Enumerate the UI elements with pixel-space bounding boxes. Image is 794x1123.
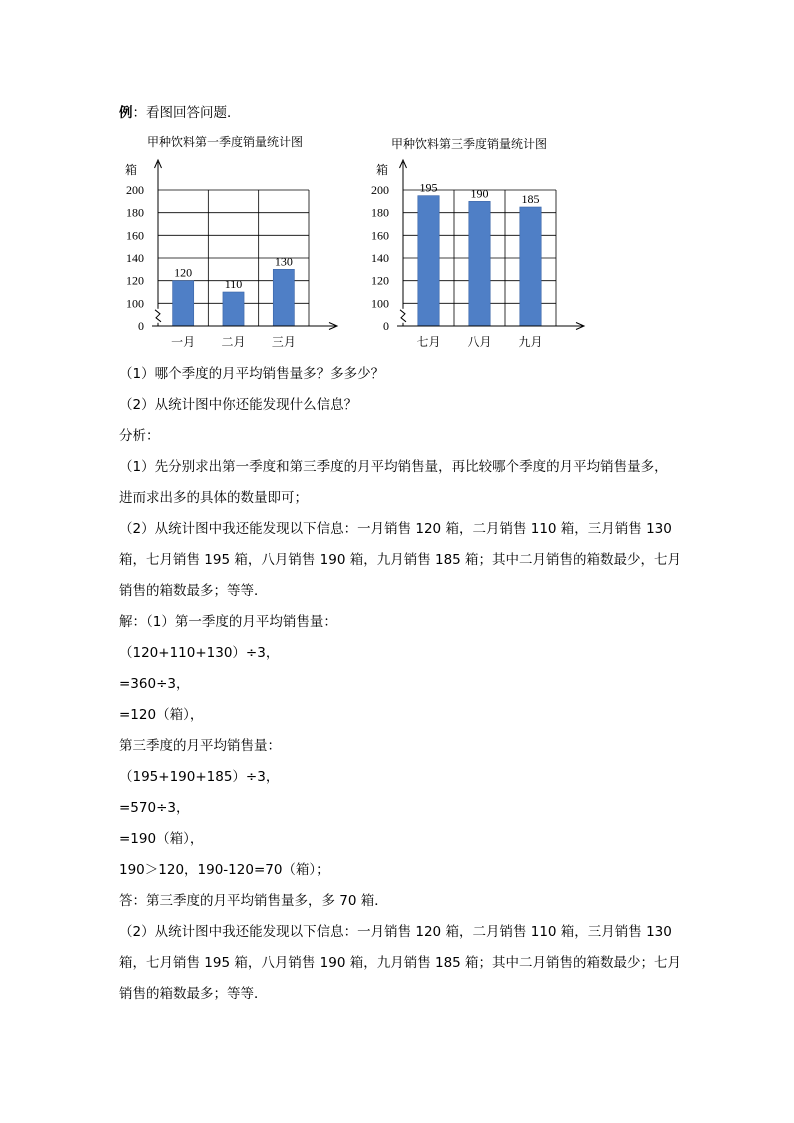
bar-value-label: 195 [419,180,438,195]
x-tick-label: 七月 [416,335,441,349]
question-2: （2）从统计图中你还能发现什么信息？ [119,397,358,413]
bar-3 [520,207,541,326]
solution-line: 第三季度的月平均销售量： [119,738,281,754]
analysis-line: （2）从统计图中我还能发现以下信息：一月销售 120 箱，二月销售 110 箱，三月销售 130 [119,521,672,537]
y-tick-label: 140 [371,251,389,265]
x-tick-label: 八月 [467,335,492,349]
y-tick-label: 140 [126,251,144,265]
analysis-line: （1）先分别求出第一季度和第三季度的月平均销售量，再比较哪个季度的月平均销售量多， [119,459,668,475]
y-tick-label: 180 [371,205,389,220]
analysis-line: 进而求出多的具体的数量即可； [119,490,308,506]
y-tick-label: 100 [126,296,144,311]
x-tick-label: 三月 [271,335,296,349]
y-tick-label: 160 [371,228,389,243]
bar-value-label: 110 [224,277,243,291]
solution-line: 箱，七月销售 195 箱，八月销售 190 箱，九月销售 185 箱；其中二月销售的箱数最少；七月 [119,955,682,971]
solution-line: （195+190+185）÷3， [119,769,280,785]
x-tick-label: 二月 [221,335,246,349]
chart-title: 甲种饮料第三季度销量统计图 [391,137,548,151]
solution-line: 190＞120，190-120=70（箱）； [119,862,330,878]
solution-line: =120（箱）， [119,707,204,723]
x-tick-label: 一月 [171,335,196,349]
y-tick-label: 180 [126,205,144,220]
chart-title: 甲种饮料第一季度销量统计图 [147,135,304,149]
y-tick-label: 120 [126,273,144,288]
analysis-label: 分析： [119,428,160,444]
bar-value-label: 185 [521,192,540,206]
answer-line: 答：第三季度的月平均销售量多，多 70 箱． [119,893,388,909]
solution-line: =360÷3， [119,676,190,692]
example-prefix: 例 [119,105,133,121]
y-tick-label: 120 [371,273,389,288]
y-axis-label: 箱 [376,163,389,177]
bar-1 [173,281,194,326]
y-tick-label: 200 [126,183,144,197]
question-1: （1）哪个季度的月平均销售量多？多多少？ [119,366,385,382]
bar-3 [273,269,294,326]
bar-2 [469,201,490,326]
y-axis-label: 箱 [125,163,138,177]
solution-line: =190（箱）， [119,831,204,847]
y-tick-label: 100 [371,296,389,311]
bar-value-label: 120 [174,265,193,280]
solution-line: =570÷3， [119,800,190,816]
y-tick-label: 200 [371,183,389,197]
x-tick-label: 九月 [518,335,543,349]
example-instruction: ：看图回答问题． [132,105,241,121]
y-tick-label: 0 [383,319,389,333]
analysis-line: 箱，七月销售 195 箱，八月销售 190 箱，九月销售 185 箱；其中二月销售的箱数最少，七月 [119,552,682,568]
bar-1 [418,196,439,326]
chart-q3-sales [362,130,602,355]
example-heading [119,104,241,122]
bar-value-label: 130 [274,254,293,269]
analysis-line: 销售的箱数最多；等等． [119,583,268,599]
y-tick-label: 0 [138,319,144,333]
solution-label: 解：（1）第一季度的月平均销售量： [119,614,337,630]
chart-q1-sales [115,130,355,355]
solution-line: （120+110+130）÷3， [119,645,280,661]
y-tick-label: 160 [126,228,144,243]
solution-line: （2）从统计图中我还能发现以下信息：一月销售 120 箱，二月销售 110 箱，三月销售 130 [119,924,672,940]
bar-2 [223,292,244,326]
bar-value-label: 190 [470,186,489,201]
solution-line: 销售的箱数最多；等等． [119,986,268,1002]
